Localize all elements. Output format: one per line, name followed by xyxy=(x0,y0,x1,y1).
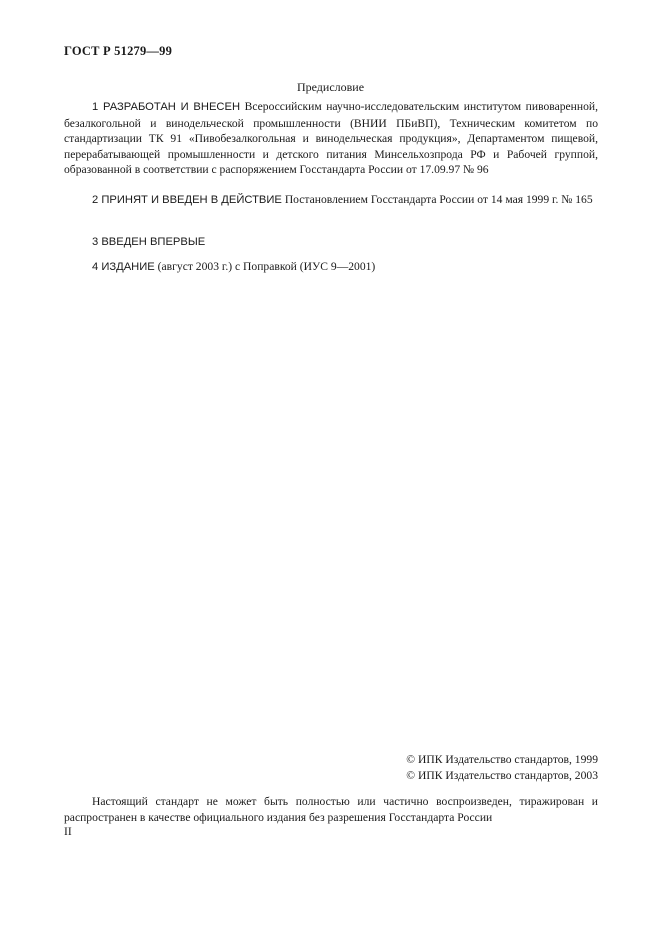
page-number: II xyxy=(64,825,72,838)
preface-heading: Предисловие xyxy=(296,80,365,94)
preface-item-text: Всероссийским научно-исследовательским институтом пивоваренной, безалкогольной и винодельческой промышленности (ВНИИ ПБиВП), Техническим комитетом по стандартизации ТК 91 «Пивобезалкогольная и винодельческая продукция», Департаментом пищевой, перерабатывающей промышленности и детского питания Минсельхозпрода РФ и Рабочей группой, образованной в соответствии с распоряжением Госстандарта России от 17.09.97 № 96 xyxy=(64,100,598,176)
reproduction-notice: Настоящий стандарт не может быть полностью или частично воспроизведен, тиражирован и распространен в качестве официального издания без разрешения Госстандарта России xyxy=(64,795,598,824)
document-code: ГОСТ Р 51279—99 xyxy=(64,44,173,58)
copyright-line: © ИПК Издательство стандартов, 2003 xyxy=(406,768,598,782)
preface-item-1 xyxy=(64,99,598,178)
preface-item-3 xyxy=(64,234,598,251)
preface-item-2 xyxy=(64,192,598,209)
copyright-line: © ИПК Издательство стандартов, 1999 xyxy=(406,753,598,766)
preface-item-lead: 1 РАЗРАБОТАН И ВНЕСЕН xyxy=(92,101,241,113)
preface-item-lead: 2 ПРИНЯТ И ВВЕДЕН В ДЕЙСТВИЕ xyxy=(92,194,282,206)
preface-item-text: Постановлением Госстандарта России от 14 мая 1999 г. № 165 xyxy=(284,193,593,206)
preface-item-4 xyxy=(64,259,598,276)
preface-item-lead: 4 ИЗДАНИЕ xyxy=(92,261,155,273)
preface-item-text: (август 2003 г.) с Поправкой (ИУС 9—2001) xyxy=(157,260,376,273)
preface-item-lead: 3 ВВЕДЕН ВПЕРВЫЕ xyxy=(92,236,206,248)
copyright-block xyxy=(406,752,598,783)
